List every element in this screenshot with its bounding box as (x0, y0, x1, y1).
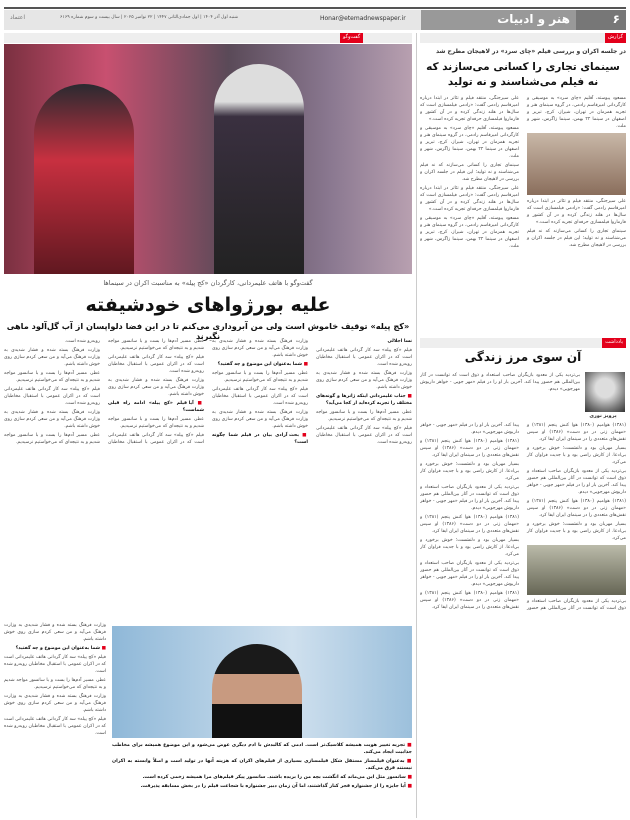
main-photo (4, 44, 412, 274)
paragraph: فیلم «کج پیله» سه کار گردانی هاتف علیمردانی است که در اکران عمومی با استقبال مخاطبان روبه‌رو شده است. (4, 717, 106, 736)
note-label: یادداشت (602, 338, 626, 348)
report-body (420, 95, 626, 325)
paragraph: بسیار مهربان بود و دلنشست؛ خوش برخورد و بی‌ادعا. از کارش راضی بود و با جدیت فراوان کار می‌کرد. (420, 538, 519, 557)
paragraph: وزارت فرهنگ بسته شده و فشار شدیدی به وزارت فرهنگ می‌آید و من سعی کردم سازی روی خوش داشته باشم. (212, 410, 308, 429)
paragraph: فیلم «کج پیله» سه کار گردانی هاتف علیمردانی است که در اکران عمومی با استقبال مخاطبان روبه‌رو شده است. (4, 387, 100, 406)
column-divider (416, 33, 417, 818)
paragraph: بی‌تردید یکی از معدود بازیگران صاحب استعداد و ذوق است که توانست در آثار بین‌المللی هم حضور پیدا کند. آخرین بار او را در فیلم «مهر جویی - خواهر داریوش مهرجویی» دیدم. (420, 373, 580, 392)
paragraph: علی سیرجنگی، منتقد فیلم و تئاتر در ابتدا درباره امیرقاسم رادمی گفت: «رادمی فیلمسازی است که سال‌ها در هلند زندگی کرده و در آن کشور و فارماروا فیلمسازی حرفه‌ای تجربه کرده است.» (420, 186, 519, 212)
report-headline: سینمای تجاری را کسانی می‌سازند که نه فیلم می‌شناسند و نه تولید (426, 61, 620, 88)
paragraph: وزارت فرهنگ بسته شده و فشار شدیدی به وزارت فرهنگ می‌آید و من سعی کردم سازی روی خوش داشته باشم. (4, 348, 100, 367)
interview-label: گفت‌وگو (340, 33, 363, 43)
question: ■ جناب علیمردانی اینکه ژانرها و گونه‌های مختلف را تجربه کرده‌اید از کجا می‌آید؟ (316, 393, 412, 407)
paragraph: عطر، مسیر آدم‌ها را بست و با سانسور مواجه شدیم و به نتیجه‌ای که می‌خواستیم نرسیدیم. (108, 339, 204, 351)
question: ■ آیا فیلم «کج پیله» ادامه راه قبلی شماست؟ (108, 400, 204, 414)
inset-point: ■ به‌عنوان فیلمساز مستقل شکل فیلمسازی بسیاری از فیلم‌های اکران که هزینه آنها در تولید است و اصلاً وابسته به اکران نیستند فرق می‌کند. (112, 758, 412, 772)
paragraph: فیلم «کج پیله» سه کار گردانی هاتف علیمردانی است که در اکران عمومی با استقبال مخاطبان روبه‌رو شده است. (316, 348, 412, 367)
report-kicker: در جلسه اکران و بررسی فیلم «چای سرد» در لاهیجان مطرح شد (436, 48, 626, 55)
director-photo (112, 626, 412, 738)
paragraph: (۱۳۸۱) هوامیم (۱۳۸۰) هوا کنش پنجم (۱۳۸۱) و «مهمان زنی در دو دست» (۱۳۸۶) او سپس نقش‌های متعددی را در سینمای ایران ایفا کرد. (527, 423, 626, 442)
inset-point: ■ آیا جایزه را از جشنواره فجر کنار گذاشتند، اما آن زمان دبیر جشنواره با شجاعت فیلم را در بخش مسابقه پذیرفت. (112, 783, 412, 790)
paragraph: فیلم «کج پیله» سه کار گردانی هاتف علیمردانی است که در اکران عمومی با استقبال مخاطبان روبه‌رو شده است. (64, 339, 204, 445)
paragraph: علی سیرجنگی، منتقد فیلم و تئاتر در ابتدا درباره امیرقاسم رادمی گفت: «رادمی فیلمسازی است که سال‌ها در هلند زندگی کرده و در آن کشور و فارماروا فیلمسازی حرفه‌ای تجربه کرده است.» (527, 199, 626, 225)
section-title: هنر و ادبیات (497, 12, 570, 26)
paragraph: عطر، مسیر آدم‌ها را بست و با سانسور مواجه شدیم و به نتیجه‌ای که می‌خواستیم نرسیدیم. (4, 678, 106, 690)
actress-figure (34, 84, 134, 274)
paragraph: وزارت فرهنگ بسته شده و فشار شدیدی به وزارت فرهنگ می‌آید و من سعی کردم سازی روی خوش داشته باشم. (4, 410, 100, 429)
note-headline: آن سوی مرز زندگی (464, 350, 582, 364)
paragraph: عطر، مسیر آدم‌ها را بست و با سانسور مواجه شدیم و به نتیجه‌ای که می‌خواستیم نرسیدیم. (108, 417, 204, 429)
interview-headline: علیه بورژواهای خودشیفته (85, 294, 331, 316)
inset-points (112, 742, 412, 818)
paragraph: عطر، مسیر آدم‌ها را بست و با سانسور مواجه شدیم و به نتیجه‌ای که می‌خواستیم نرسیدیم. (4, 433, 100, 445)
paragraph: علی سیرجنگی، منتقد فیلم و تئاتر در ابتدا درباره امیرقاسم رادمی گفت: «رادمی فیلمسازی است که سال‌ها در هلند زندگی کرده و در آن کشور و فارماروا فیلمسازی حرفه‌ای تجربه کرده است.» (420, 96, 519, 122)
interview-subhead: «کج پیله» توقیف خاموش است ولی من آبروداری می‌کنم تا در این فضا دلواپسان از آب گل‌آلود ماهی نگیرند (6, 321, 410, 341)
paragraph: سینمای تجاری را کسانی می‌سازند که نه فیلم می‌شناسند و نه تولید؛ این فیلم در جلسه اکران و بررسی در لاهیجان مطرح شد. (527, 229, 626, 248)
director-figure (212, 644, 302, 738)
question: ■ شما به‌عنوان این موضوع و چه گفتید؟ (4, 645, 106, 652)
paragraph: مسعود پیوسته، آقلیم «چای سرد» به موسیقی و کارگردانی امیرقاسم رادمی، در گروه سینمای هنر و تجربه همزمان در تهران، شیراز، کرج، تبریز و اصفهان در سینما ۲۲ بهمن، سینما زاگرس، شهر و ملت. (420, 216, 519, 249)
paragraph: مسعود پیوسته، آقلیم «چای سرد» به موسیقی و کارگردانی امیرقاسم رادمی، در گروه سینمای هنر و تجربه همزمان در تهران، شیراز، کرج، تبریز و اصفهان در سینما ۲۲ بهمن، سینما زاگرس، شهر و ملت. (420, 126, 519, 159)
inset-point: ■ تجربه تغییر هویت همیشه کلاسیک‌تر است. آدمی که کالبدش با آدم دیگری عوض می‌شود و این موضوع همیشه برای مخاطب جذابیت ایجاد می‌کند. (112, 742, 412, 756)
paragraph: وزارت فرهنگ بسته شده و فشار شدیدی به وزارت فرهنگ می‌آید و من سعی کردم سازی روی خوش داشته باشم. (108, 378, 204, 397)
paragraph: عطر، مسیر آدم‌ها را بست و با سانسور مواجه شدیم و به نتیجه‌ای که می‌خواستیم نرسیدیم. (316, 410, 412, 422)
author-portrait (585, 372, 625, 412)
paragraph: بی‌تردید یکی از معدود بازیگران صاحب استعداد و ذوق است که توانست در آثار بین‌المللی هم حضور پیدا کند. آخرین بار او را در فیلم «مهر جویی - خواهر داریوش مهرجویی» دیدم. (420, 423, 626, 611)
paragraph: وزارت فرهنگ بسته شده و فشار شدیدی به وزارت فرهنگ می‌آید و من سعی کردم سازی روی خوش داشته باشم. (4, 694, 106, 713)
report-photo (527, 133, 626, 195)
paragraph: وزارت فرهنگ بسته شده و فشار شدیدی به وزارت فرهنگ می‌آید و من سعی کردم سازی روی خوش داشته باشم. (212, 339, 308, 358)
paragraph: بسیار مهربان بود و دلنشست؛ خوش برخورد و بی‌ادعا. از کارش راضی بود و با جدیت فراوان کار می‌کرد. (527, 522, 626, 541)
paragraph: (۱۳۸۱) هوامیم (۱۳۸۰) هوا کنش پنجم (۱۳۸۱) و «مهمان زنی در دو دست» (۱۳۸۶) او سپس نقش‌های متعددی را در سینمای ایران ایفا کرد. (527, 499, 626, 518)
page-number: ۶ (576, 10, 626, 30)
paragraph: (۱۳۸۱) هوامیم (۱۳۸۰) هوا کنش پنجم (۱۳۸۱) و «مهمان زنی در دو دست» (۱۳۸۶) او سپس نقش‌های متعددی را در سینمای ایران ایفا کرد. (420, 439, 519, 458)
paragraph: بی‌تردید یکی از معدود بازیگران صاحب استعداد و ذوق است که توانست در آثار بین‌المللی هم حضور پیدا کند. آخرین بار او را در فیلم «مهر جویی - خواهر داریوش مهرجویی» دیدم. (420, 561, 519, 587)
paragraph: بسیار مهربان بود و دلنشست؛ خوش برخورد و بی‌ادعا. از کارش راضی بود و با جدیت فراوان کار می‌کرد. (420, 462, 519, 481)
paragraph: وزارت فرهنگ بسته شده و فشار شدیدی به وزارت فرهنگ می‌آید و من سعی کردم سازی روی خوش داشته باشم. (316, 371, 412, 390)
interview-body (4, 338, 412, 620)
note-intro (420, 372, 580, 420)
byline: نسا اجلالی (387, 339, 412, 344)
paragraph: فیلم «کج پیله» سه کار گردانی هاتف علیمردانی است که در اکران عمومی با استقبال مخاطبان روبه‌رو شده است. (316, 426, 412, 445)
paragraph: فیلم «کج پیله» سه کار گردانی هاتف علیمردانی است که در اکران عمومی با استقبال مخاطبان روبه‌رو شده است. (108, 355, 204, 374)
section-email[interactable]: Honar@etemadnewspaper.ir (320, 15, 406, 22)
paragraph: بی‌تردید یکی از معدود بازیگران صاحب استعداد و ذوق است که توانست در آثار بین‌المللی هم حضور پیدا کند. آخرین بار او را در فیلم «مهر جویی - خواهر داریوش مهرجویی» دیدم. (527, 469, 626, 495)
paragraph: بسیار مهربان بود و دلنشست؛ خوش برخورد و بی‌ادعا. از کارش راضی بود و با جدیت فراوان کار می‌کرد. (527, 446, 626, 465)
inset-point: ■ سانسور مثل این می‌ماند که انگشت بچه من را بریده باشند. سانسور پیکر فیلم‌های مرا همیشه زخمی کرده است. (112, 774, 412, 781)
note-photo (527, 545, 626, 595)
paragraph: (۱۳۸۱) هوامیم (۱۳۸۰) هوا کنش پنجم (۱۳۸۱) و «مهمان زنی در دو دست» (۱۳۸۶) او سپس نقش‌های متعددی را در سینمای ایران ایفا کرد. (420, 591, 519, 610)
question: ■ شما به‌عنوان این موضوع و چه گفتید؟ (212, 361, 308, 368)
label-bar (420, 338, 626, 348)
paragraph: وزارت فرهنگ بسته شده و فشار شدیدی به وزارت فرهنگ می‌آید و من سعی کردم سازی روی خوش داشته باشم. (4, 623, 106, 642)
paragraph: فیلم «کج پیله» سه کار گردانی هاتف علیمردانی است که در اکران عمومی با استقبال مخاطبان روبه‌رو شده است. (4, 655, 106, 674)
paragraph: عطر، مسیر آدم‌ها را بست و با سانسور مواجه شدیم و به نتیجه‌ای که می‌خواستیم نرسیدیم. (4, 371, 100, 383)
date-line: شنبه اول آذر ۱۴۰۴ | اول جمادی‌الثانی ۱۴۴۷ | ۲۲ نوامبر ۲۰۲۵ | سال بیست و سوم شماره ۶۱۶۹ (60, 15, 239, 20)
author-name: پرویز نوری (589, 413, 617, 419)
top-rule (4, 7, 626, 9)
paragraph: عطر، مسیر آدم‌ها را بست و با سانسور مواجه شدیم و به نتیجه‌ای که می‌خواستیم نرسیدیم. (212, 371, 308, 383)
question: ■ بحث آزادی بیان در فیلم شما چگونه است؟ (212, 432, 308, 446)
paragraph: (۱۳۸۱) هوامیم (۱۳۸۰) هوا کنش پنجم (۱۳۸۱) و «مهمان زنی در دو دست» (۱۳۸۶) او سپس نقش‌های متعددی را در سینمای ایران ایفا کرد. (420, 515, 519, 534)
interview-body-continued (4, 622, 106, 818)
note-body (420, 422, 626, 818)
paragraph: فیلم «کج پیله» سه کار گردانی هاتف علیمردانی است که در اکران عمومی با استقبال مخاطبان روبه‌رو شده است. (212, 387, 308, 406)
paragraph: مسعود پیوسته، آقلیم «چای سرد» به موسیقی و کارگردانی امیرقاسم رادمی، در گروه سینمای هنر و تجربه همزمان در تهران، شیراز، کرج، تبریز و اصفهان در سینما ۲۲ بهمن، سینما زاگرس، شهر و ملت. (527, 96, 626, 129)
label-bar (420, 33, 626, 43)
report-label: گزارش (605, 33, 626, 43)
actor-figure (214, 64, 304, 274)
newspaper-logo: اعتماد (10, 14, 26, 21)
photo-caption: گفت‌وگو با هاتف علیمردانی، کارگردان «کج پیله» به مناسبت اکران در سینماها (103, 279, 313, 287)
paragraph: سینمای تجاری را کسانی می‌سازند که نه فیلم می‌شناسند و نه تولید؛ این فیلم در جلسه اکران و بررسی در لاهیجان مطرح شد. (420, 163, 519, 182)
paragraph: بی‌تردید یکی از معدود بازیگران صاحب استعداد و ذوق است که توانست در آثار بین‌المللی هم حضور پیدا کند. آخرین بار او را در فیلم «مهر جویی - خواهر داریوش مهرجویی» دیدم. (420, 485, 519, 511)
